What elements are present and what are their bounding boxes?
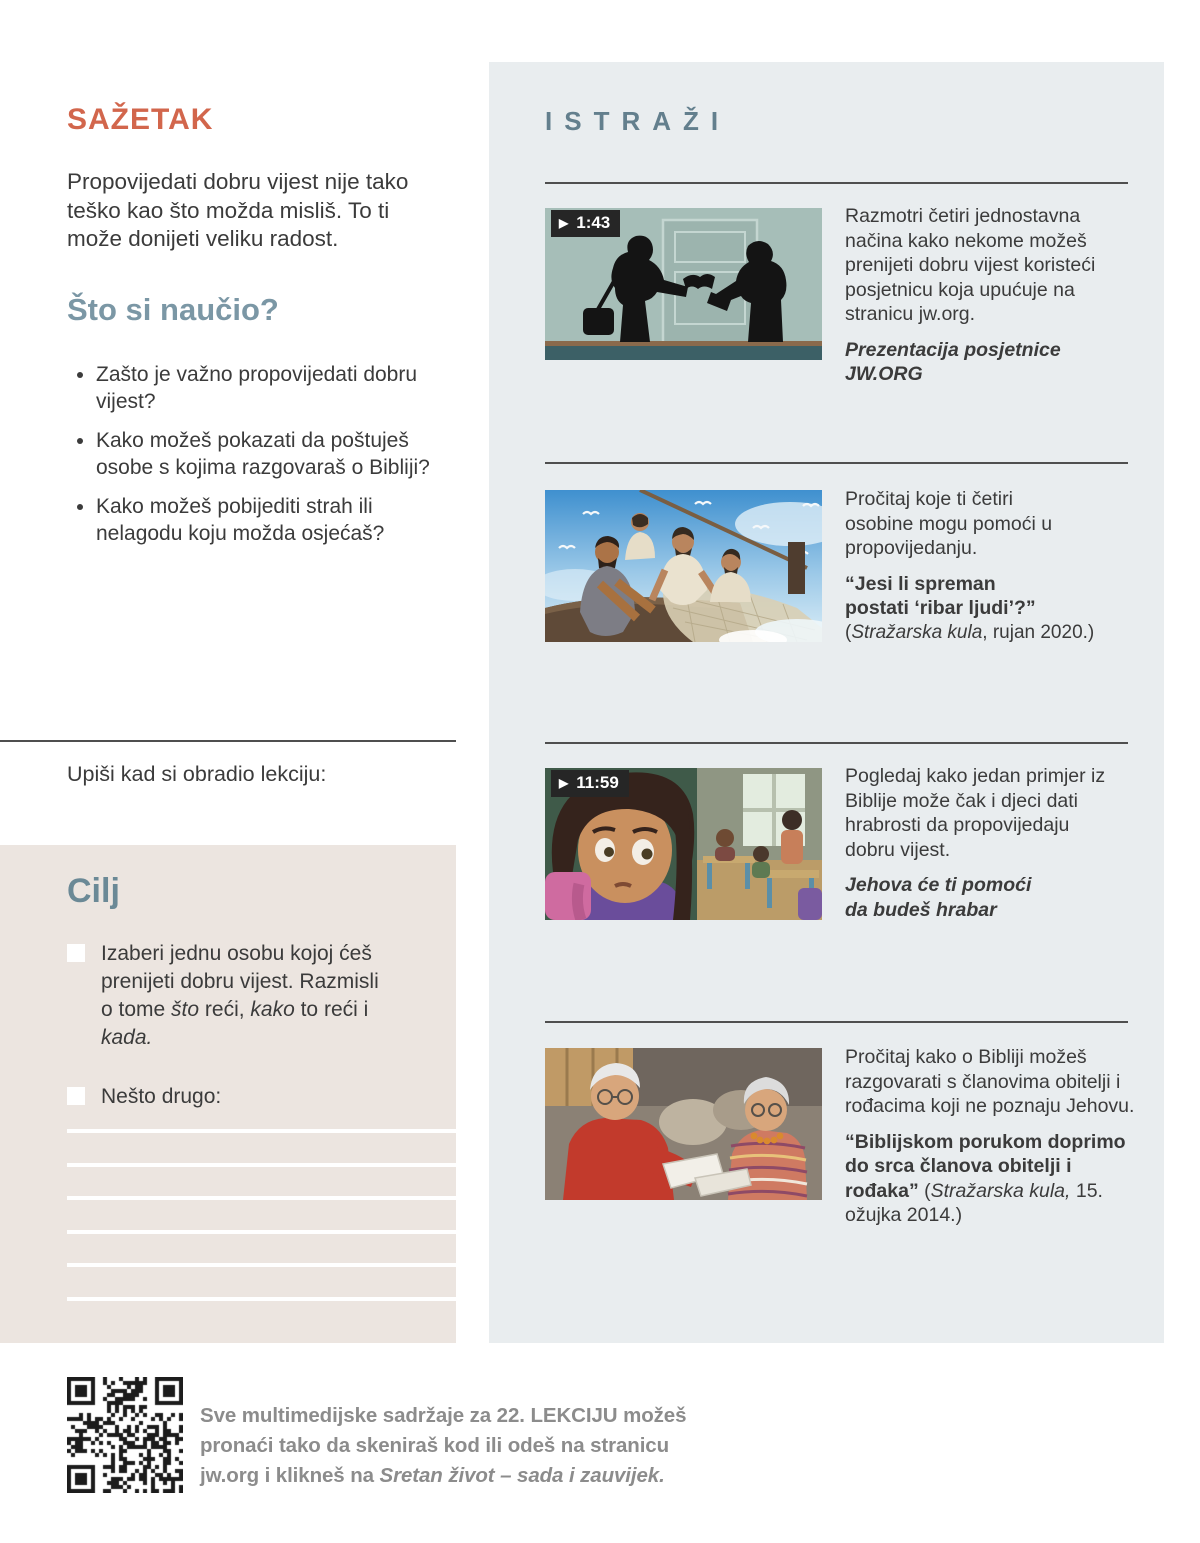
qr-code (67, 1377, 183, 1493)
source-run: ( (918, 1179, 931, 1202)
goal-text-italic: što (171, 998, 200, 1021)
title-line: Prezentacija posjetnice (845, 338, 1061, 361)
section-body: Razmotri četiri jednostavna načina kako nekome možeš prenijeti dobru vijest koristeći posjetnicu koja upućuje na stranicu jw.org. (845, 205, 1096, 325)
section-body: Pogledaj kako jedan primjer iz Biblije može čak i djeci dati hrabrosti da propovijedaju dobru vijest. (845, 765, 1106, 861)
goal-item-2 (67, 1083, 397, 1111)
quote-line: “Jesi li spreman (845, 572, 996, 595)
title-line: Jehova će ti pomoći (845, 874, 1032, 896)
video-duration-badge (551, 210, 620, 237)
goal-checkbox-1[interactable] (67, 944, 85, 962)
footer-text-italic: Sretan život – sada i zauvijek. (379, 1464, 665, 1487)
learned-heading: Što si naučio? (67, 292, 279, 327)
writing-line (67, 1163, 456, 1167)
source-run: 15. ožujka 2014.) (845, 1179, 1103, 1226)
lesson-log-prompt: Upiši kad si obradio lekciju: (67, 762, 327, 786)
goal-text-run: Izaberi jednu osobu kojoj ćeš prenijeti dobru vijest. Razmisli o tome (101, 942, 379, 1021)
fishermen-net-illustration (545, 490, 822, 642)
explore-section-2-text (845, 487, 1141, 645)
explore-divider (545, 1021, 1128, 1023)
section-body: Pročitaj kako o Bibliji možeš razgovarati s članovima obitelji i rođacima koji ne poznaju Jehovu. (845, 1046, 1135, 1117)
video-duration-badge (551, 770, 629, 797)
learned-item: • Zašto je važno propovijedati dobru vijest? (96, 362, 436, 415)
goal-text-italic: kada. (101, 1026, 153, 1049)
quote-line: postati ‘ribar ljudi’?” (845, 597, 1036, 619)
goal-text-italic: kako (250, 998, 295, 1021)
goal-text-run: reći, (199, 998, 251, 1021)
quote-bold: “Biblijskom porukom doprimo do srca članova obitelji i rođaka” (845, 1130, 1126, 1202)
section-title (845, 873, 1141, 922)
article-thumbnail-family[interactable] (545, 1048, 822, 1200)
learned-item: • Kako možeš pobijediti strah ili nelagodu koju možda osjećaš? (96, 494, 436, 547)
goal-text-run: to reći i (294, 998, 369, 1021)
video-duration: 11:59 (576, 773, 619, 792)
title-line: da budeš hrabar (845, 898, 997, 921)
explore-divider (545, 742, 1128, 744)
section-quote (845, 572, 1141, 621)
writing-line (67, 1196, 456, 1200)
section-source (845, 621, 1141, 646)
source-run: , rujan 2020.) (982, 621, 1095, 643)
article-thumbnail-fishers[interactable] (545, 490, 822, 642)
video-thumbnail-presentation[interactable] (545, 208, 822, 360)
explore-section-1-text (845, 204, 1141, 387)
goal-item-1 (67, 940, 397, 1052)
section-quote-with-source (845, 1130, 1141, 1228)
goal-item-2-text: Nešto drugo: (101, 1085, 222, 1108)
source-run: ( (845, 621, 852, 643)
play-icon: ▶ (559, 776, 569, 790)
writing-line (67, 1297, 456, 1301)
source-italic: Stražarska kula (851, 621, 983, 643)
explore-section-3-text (845, 764, 1141, 922)
goal-heading: Cilj (67, 872, 120, 910)
writing-line (67, 1263, 456, 1267)
source-italic: Stražarska kula, (930, 1179, 1071, 1202)
goal-item-1-text (101, 940, 379, 1052)
writing-line (67, 1230, 456, 1234)
left-divider (0, 740, 456, 742)
learned-item: • Kako možeš pokazati da poštuješ osobe s kojima razgovaraš o Bibliji? (96, 428, 436, 481)
learned-list (67, 362, 436, 560)
video-thumbnail-courage[interactable] (545, 768, 822, 920)
explore-heading: ISTRAŽI (545, 106, 731, 136)
summary-paragraph: Propovijedati dobru vijest nije tako teško kao što možda misliš. To ti može donijeti veliku radost. (67, 169, 409, 251)
title-line: JW.ORG (845, 363, 923, 385)
footer-note (200, 1401, 705, 1491)
footer-text-run: Sve multimedijske sadržaje za 22. LEKCIJU možeš pronaći tako da skeniraš kod ili odeš na stranicu jw.org i klikneš na (200, 1404, 687, 1487)
goal-checkbox-2[interactable] (67, 1087, 85, 1105)
section-title (845, 338, 1141, 387)
explore-section-4-text (845, 1045, 1141, 1239)
section-body: Pročitaj koje ti četiri osobine mogu pomoći u propovijedanju. (845, 488, 1053, 559)
play-icon: ▶ (559, 216, 569, 230)
explore-divider (545, 182, 1128, 184)
older-couple-illustration (545, 1048, 822, 1200)
video-duration: 1:43 (576, 213, 611, 232)
summary-heading: SAŽETAK (67, 103, 214, 136)
writing-line (67, 1129, 456, 1133)
explore-divider (545, 462, 1128, 464)
